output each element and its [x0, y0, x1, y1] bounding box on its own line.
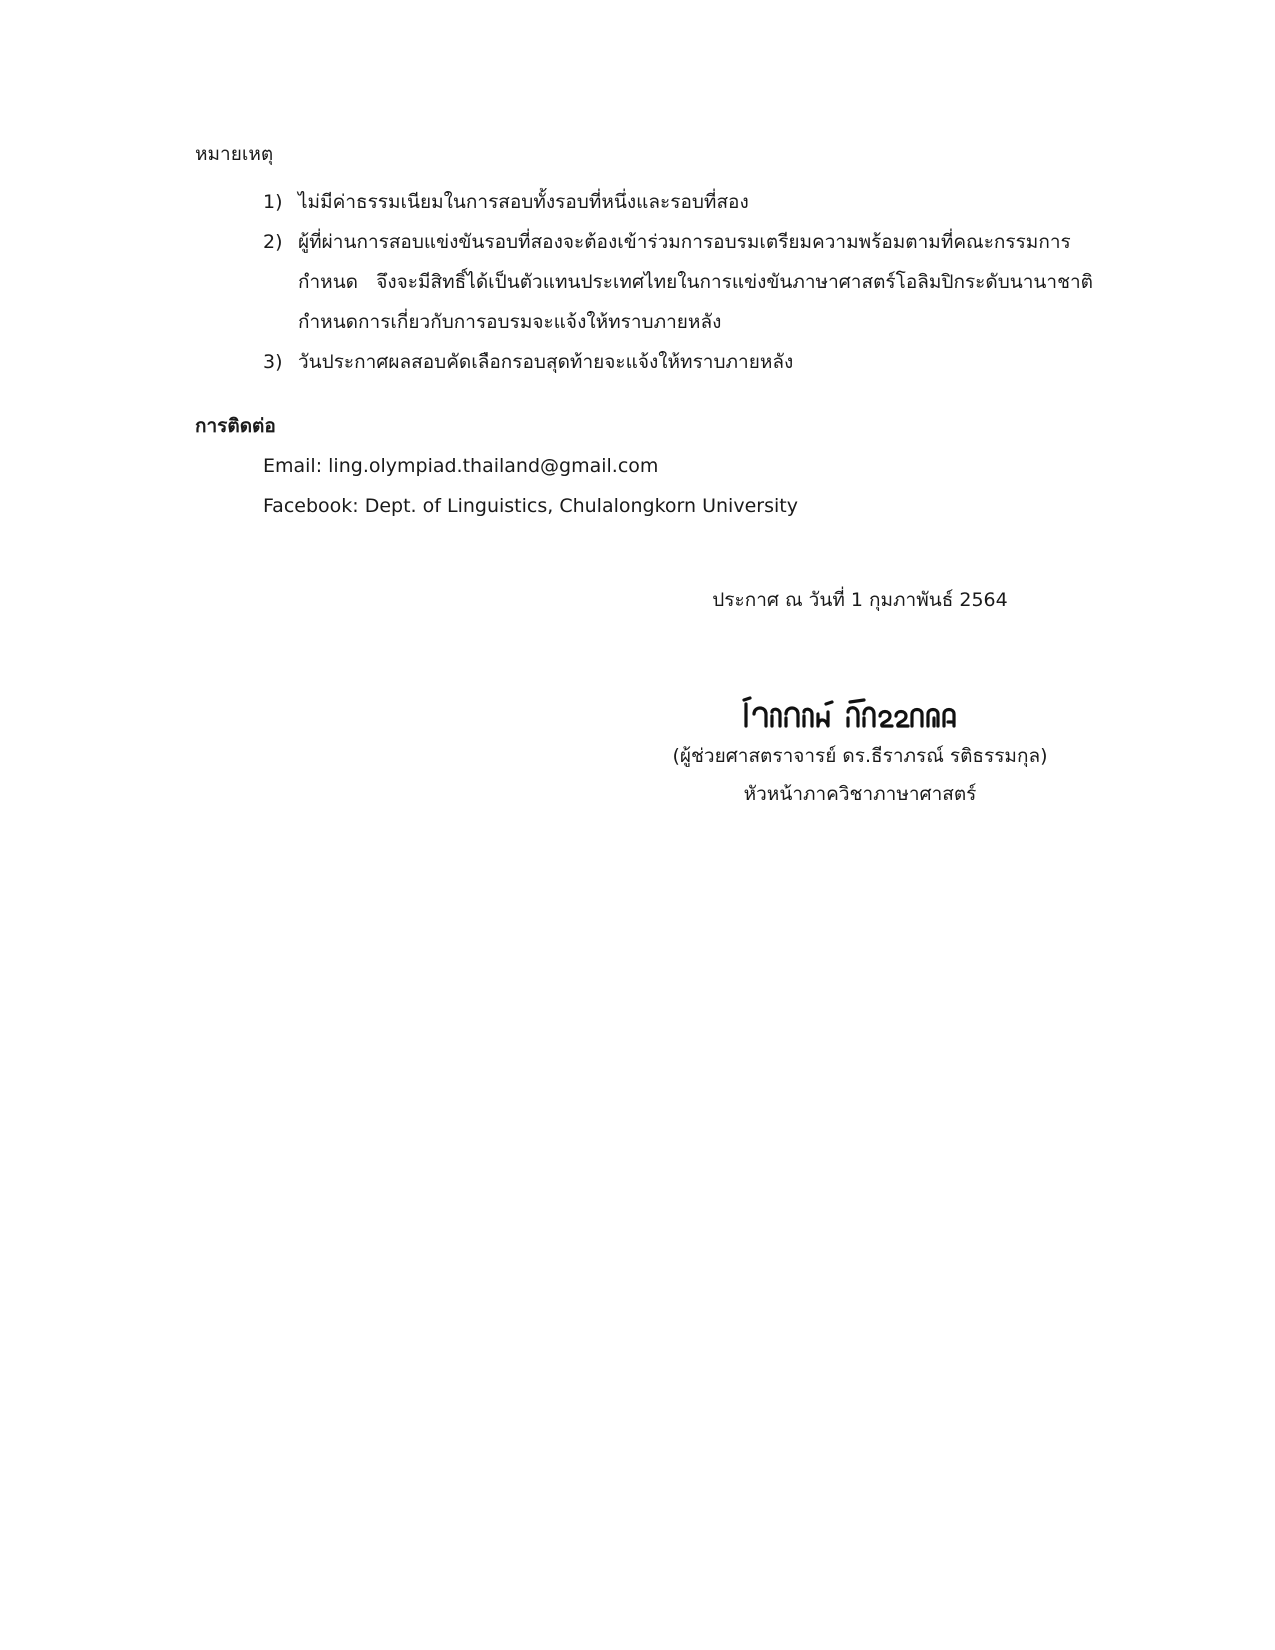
note-text: วันประกาศผลสอบคัดเลือกรอบสุดท้ายจะแจ้งให้ทราบภายหลัง: [298, 351, 794, 373]
note-number: 1): [263, 191, 283, 213]
signature-image: [740, 692, 970, 738]
note-item-1: [263, 182, 1093, 222]
notes-heading: หมายเหตุ: [195, 143, 274, 165]
note-number: 3): [263, 351, 283, 373]
note-text: ไม่มีค่าธรรมเนียมในการสอบทั้งรอบที่หนึ่งและรอบที่สอง: [298, 191, 749, 213]
announcement-date: ประกาศ ณ วันที่ 1 กุมภาพันธ์ 2564: [712, 589, 1008, 611]
contact-heading: การติดต่อ: [195, 415, 276, 437]
note-item-3: [263, 342, 1093, 382]
contact-email[interactable]: Email: ling.olympiad.thailand@gmail.com: [263, 455, 659, 477]
signatory-position: หัวหน้าภาควิชาภาษาศาสตร์: [743, 783, 977, 805]
contact-facebook[interactable]: Facebook: Dept. of Linguistics, Chulalongkorn University: [263, 495, 798, 517]
note-item-2: [263, 222, 1093, 342]
note-text: ผู้ที่ผ่านการสอบแข่งขันรอบที่สองจะต้องเข้าร่วมการอบรมเตรียมความพร้อมตามที่คณะกรรมการกำหนด จึงจะมีสิทธิ์ได้เป็นตัวแทนประเทศไทยในการแข่งขันภาษาศาสตร์โอลิมปิกระดับนานาชาติ กำหนดการเกี่ยวกับการอบรมจะแจ้งให้ทราบภายหลัง: [298, 231, 1093, 333]
notes-list: [263, 182, 1093, 382]
note-number: 2): [263, 231, 283, 253]
signatory-name: (ผู้ช่วยศาสตราจารย์ ดร.ธีราภรณ์ รติธรรมกุล): [672, 745, 1048, 767]
